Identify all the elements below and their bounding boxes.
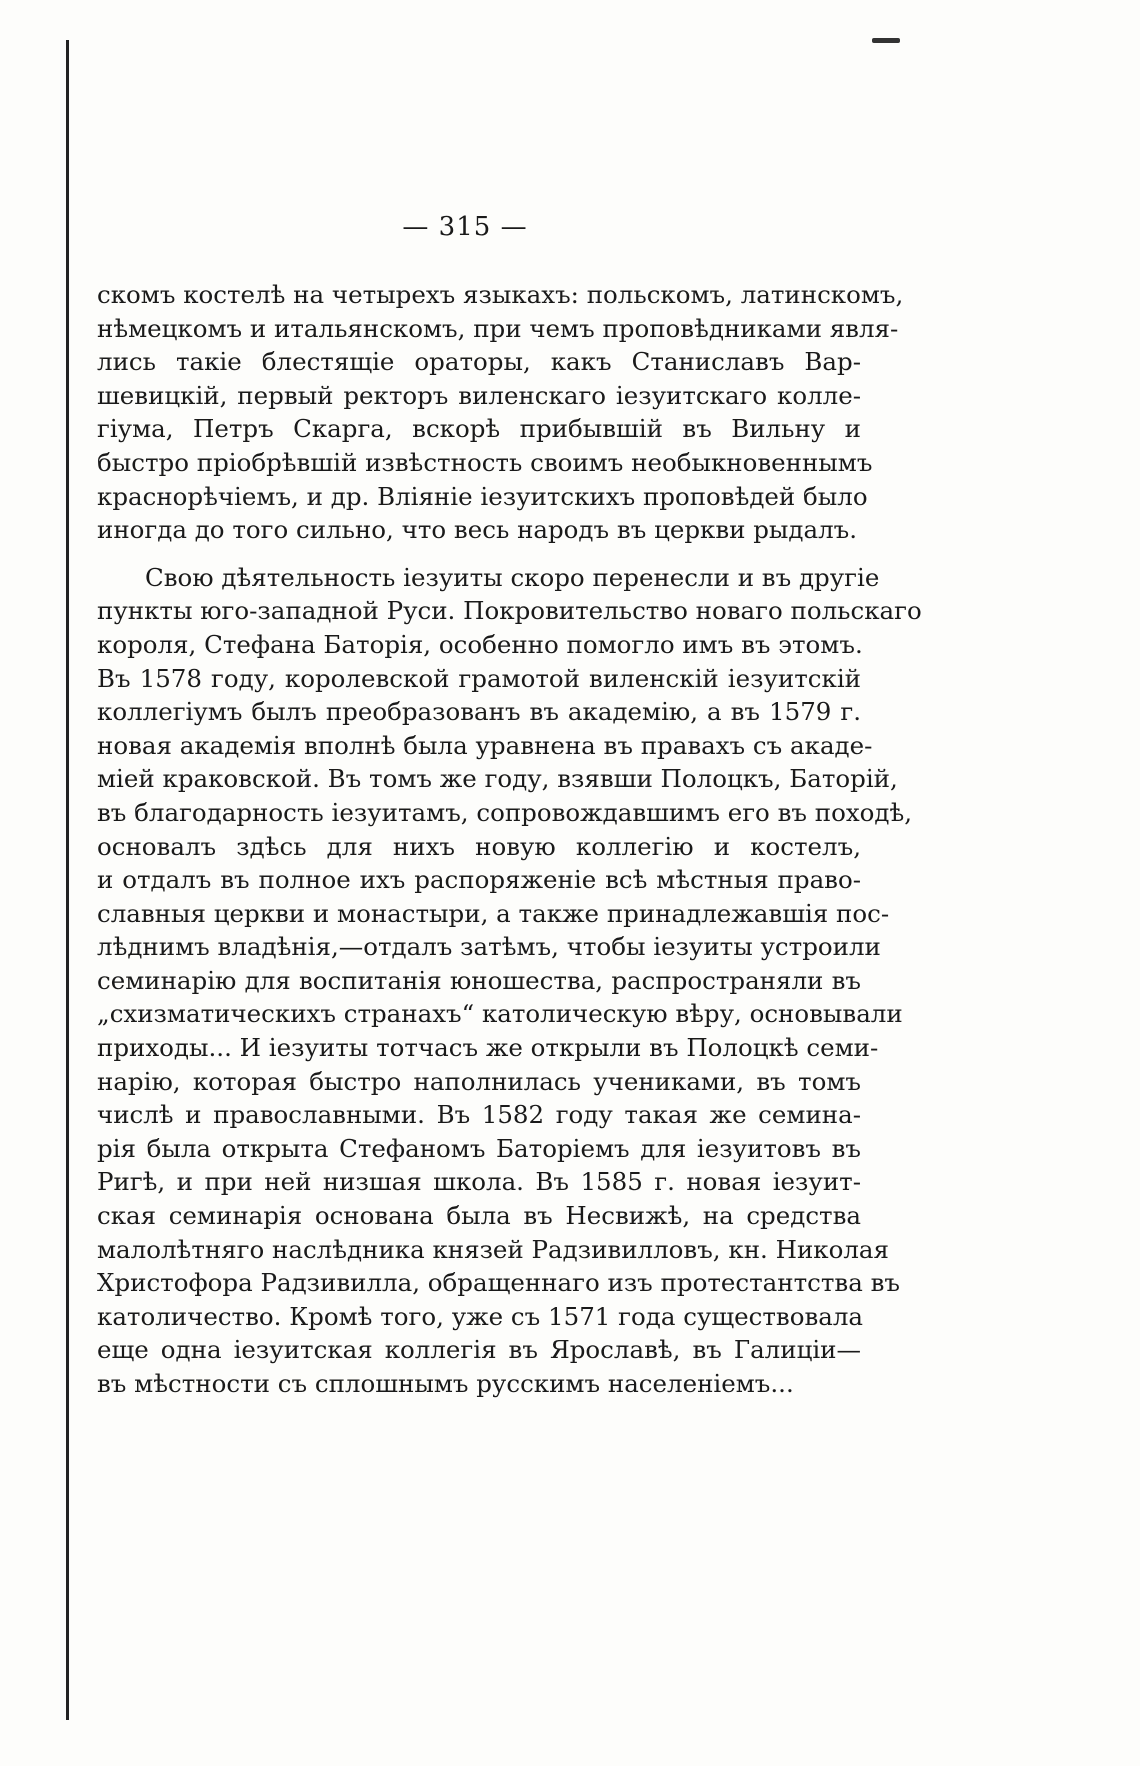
page-number: — 315 —	[402, 212, 528, 242]
text-line: католичество. Кромѣ того, уже съ 1571 года существовала	[97, 1301, 864, 1331]
text-line: приходы... И іезуиты тотчасъ же открыли въ Полоцкѣ семи-	[97, 1033, 879, 1063]
binding-edge-line	[66, 40, 69, 1720]
text-line: Въ 1578 году, королевской грамотой виленскій іезуитскій	[97, 663, 861, 693]
text-line: „схизматическихъ странахъ“ католическую вѣру, основывали	[97, 999, 903, 1029]
text-line: ская семинарія основана была въ Несвижѣ, на средства	[97, 1201, 861, 1231]
text-line: Христофора Радзивилла, обращеннаго изъ протестантства въ	[97, 1268, 900, 1298]
text-line: въ мѣстности съ сплошнымъ русскимъ населеніемъ...	[97, 1369, 794, 1398]
text-line: числѣ и православными. Въ 1582 году такая же семина-	[97, 1100, 861, 1130]
text-line: пункты юго-западной Руси. Покровительство новаго польскаго	[97, 596, 922, 626]
text-line: короля, Стефана Баторія, особенно помогло имъ въ этомъ.	[97, 629, 863, 659]
text-line: семинарію для воспитанія юношества, распространяли въ	[97, 965, 861, 995]
text-line: Ригѣ, и при ней низшая школа. Въ 1585 г. новая іезуит-	[97, 1167, 861, 1197]
text-line: коллегіумъ былъ преобразованъ въ академію, а въ 1579 г.	[97, 697, 861, 727]
text-line: шевицкій, первый ректоръ виленскаго іезуитскаго колле-	[97, 380, 861, 410]
text-line: еще одна іезуитская коллегія въ Ярославѣ, въ Галиціи—	[97, 1335, 861, 1365]
paragraph-gap	[97, 547, 861, 561]
text-line: скомъ костелѣ на четырехъ языкахъ: польскомъ, латинскомъ,	[97, 280, 904, 309]
text-line: нѣмецкомъ и итальянскомъ, при чемъ проповѣдниками явля-	[97, 313, 899, 343]
text-line-content: Свою дѣятельность іезуиты скоро перенесли и въ другіе	[145, 562, 880, 592]
text-line: быстро пріобрѣвшій извѣстность своимъ необыкновеннымъ	[97, 447, 873, 477]
text-line: и отдалъ въ полное ихъ распоряженіе всѣ мѣстныя право-	[97, 865, 861, 895]
text-line: нарію, которая быстро наполнилась учениками, въ томъ	[97, 1066, 861, 1096]
body-text	[97, 278, 922, 1401]
text-line	[97, 561, 880, 595]
text-line: гіума, Петръ Скарга, вскорѣ прибывшій въ Вильну и	[97, 414, 861, 444]
text-line: славныя церкви и монастыри, а также принадлежавшія пос-	[97, 898, 890, 928]
text-line: новая академія вполнѣ была уравнена въ правахъ съ акаде-	[97, 730, 873, 760]
text-line: иногда до того сильно, что весь народъ въ церкви рыдалъ.	[97, 515, 858, 545]
text-line: основалъ здѣсь для нихъ новую коллегію и костелъ,	[97, 831, 861, 861]
text-line: въ благодарность іезуитамъ, сопровождавшимъ его въ походѣ,	[97, 797, 913, 827]
text-line: міей краковской. Въ томъ же году, взявши Полоцкъ, Баторій,	[97, 764, 898, 794]
text-line: малолѣтняго наслѣдника князей Радзивилловъ, кн. Николая	[97, 1234, 889, 1264]
print-mark	[872, 38, 900, 43]
text-line: краснорѣчіемъ, и др. Вліяніе іезуитскихъ проповѣдей было	[97, 481, 868, 511]
text-line: рія была открыта Стефаномъ Баторіемъ для іезуитовъ въ	[97, 1133, 861, 1163]
text-line: лѣднимъ владѣнія,—отдалъ затѣмъ, чтобы іезуиты устроили	[97, 932, 881, 962]
text-line: лись такіе блестящіе ораторы, какъ Станиславъ Вар-	[97, 347, 861, 377]
